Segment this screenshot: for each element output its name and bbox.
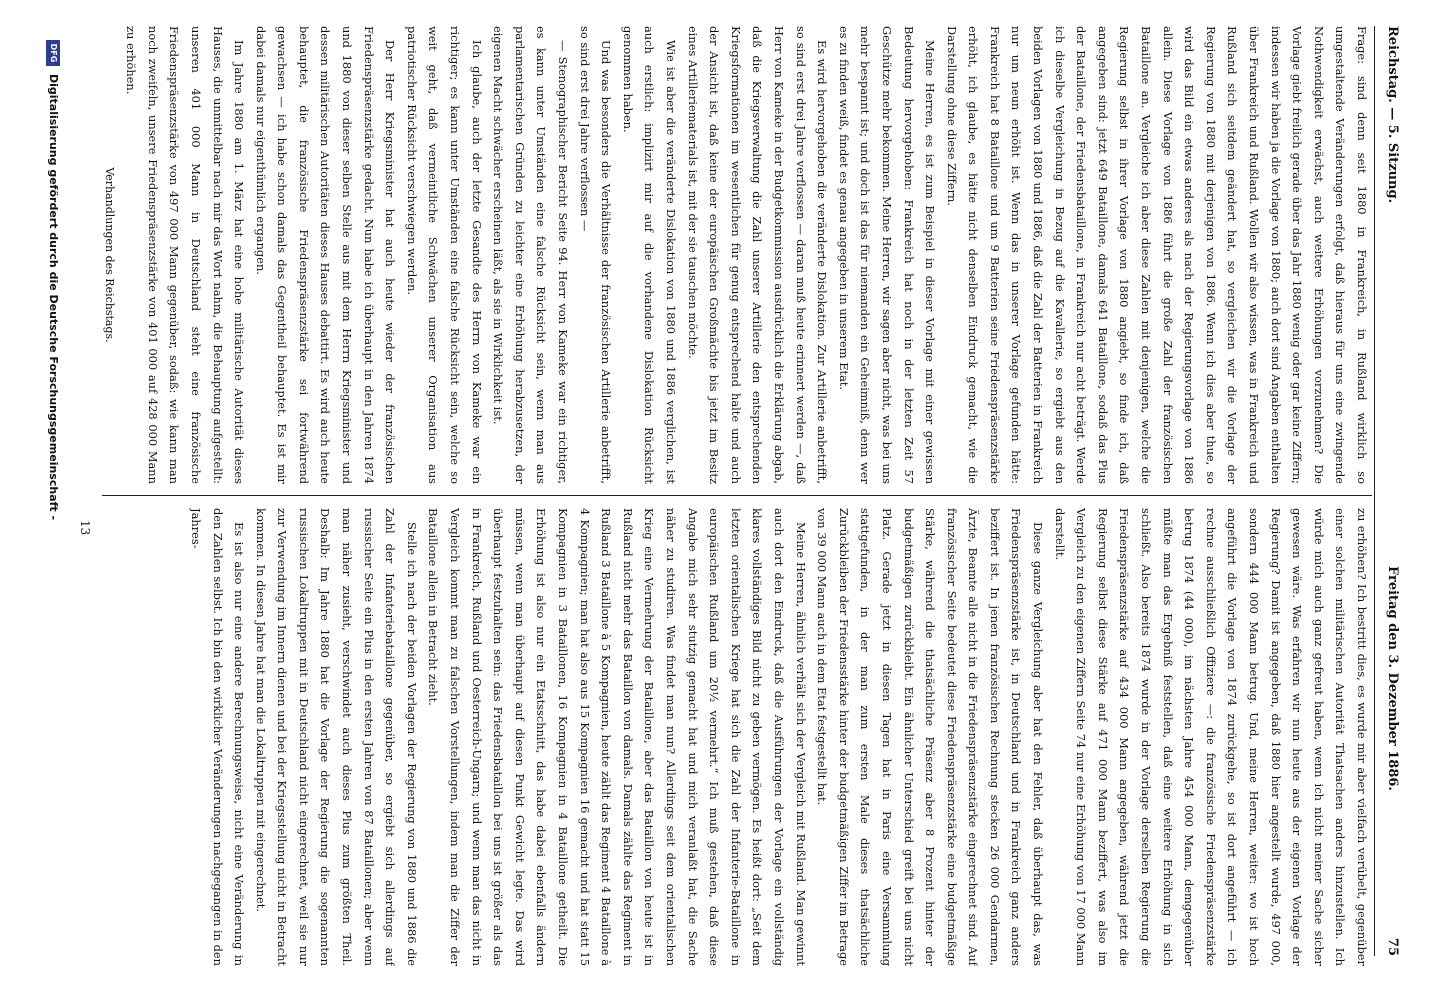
paragraph: Ich glaube, auch der letzte Gesandte des Herrn von Kameke war ein richtiger; es kann unter Umständen eine falsche Rücksicht sein, welche so weit geht, daß vermeintliche Schwächen unserer Organisation aus patriotischer Rücksicht verschwiegen werden. <box>404 26 484 484</box>
column-divider <box>102 495 1372 496</box>
paragraph: Diese ganze Vergleichung aber hat den Fehler, daß überhaupt das, was Friedenspräsenzstärke ist, in Deutschland und in Frankreich ganz anders beziffert ist. In jenen französischen Rechnung stecken 26 000 Gendarmen, Ärzte, Beamte alle nicht in die Friedenspräsenzstärke eingerechnet sind. Auf französischer Seite bedeutet diese Friedenspräsenzstärke eine budgetmäßige Stärke, während die thatsächliche Präsenz aber 8 Prozent hinter der budgetmäßigen zurückbleibt. Ein ähnlicher Unterschied greift bei uns nicht Platz. Gerade jetzt in diesen Tagen hat in Paris eine Versammlung stattgefunden, in der man zum ersten Male dieses thatsächliche Zurückbleiben der Friedensstärke hinter der budgetmäßigen Ziffer im Betrage von 39 000 Mann auch in dem Etat festgestellt hat. <box>815 508 1046 966</box>
paragraph: Meine Herren, es ist zum Beispiel in dieser Vorlage mit einer gewissen Bedeutung hervorgehoben: Frankreich hat noch in der letzten Zeit 57 Geschütze mehr bekommen. Meine Herren, wir sagen aber nicht, was bei uns mehr bespannt ist; und doch ist das für niemanden ein Geheimniß, denn wer es zu finden weiß, findet es genau angegeben in unserem Etat. <box>836 26 938 484</box>
paragraph: Wie ist aber die veränderte Dislokation von 1880 und 1886 verglichen, ist auch erstlich: implizirt mir auf die vorhandene Dislokation Rücksicht genommen haben. <box>620 26 678 484</box>
paragraph: Und was besonders die Verhältnisse der französischen Artillerie anbetrifft, so sind erst drei Jahre verflossen — <box>577 26 614 484</box>
paragraph: Der Herr Kriegsminister hat auch heute wieder der französischen Friedenspräsenzstärke gedacht. Nun habe ich überhaupt in den Jahren 1874 und 1880 von dieser selben Stelle aus mit dem Herrn Kriegsminister und dessen militärischen Autoritäten dieses Hauses debattirt. Es wird auch heute behauptet, die französische Friedenspräsenzstärke sei fortwährend gewachsen — ich habe schon damals das Gegentheil behauptet. Es ist mir dabei damals nur eigenthümlich ergangen. <box>253 26 398 484</box>
paragraph: Es wird hervorgehoben die veränderte Dislokation. Zur Artillerie anbetrifft, so sind erst drei Jahre verflossen — daran muß heute erinnert werden —, daß Herr von Kameke in der Budgetkommission ausdrücklich die Erklärung abgab, daß die Kriegsverwaltung die Zahl unserer Artillerie den entsprechenden Kriegsformationen im wesentlichen für genug entsprechend halte und auch der Ansicht ist, daß keine der europäischen Großmächte bis jetzt im Besitz eines Artilleriematerials ist, mit der sie tauschen möchte. <box>685 26 830 484</box>
signature-line: Verhandlungen des Reichstags. <box>102 167 116 343</box>
page-number: 13 <box>78 520 92 536</box>
digitization-footer <box>36 40 62 960</box>
paragraph: Stelle ich nach der beiden Vorlagen der Regierung von 1880 und 1886 die Zahl der Infanteriebataillone gegenüber, so ergiebt sich allerdings auf russischer Seite ein Plus in den ersten Jahren von 87 Bataillonen; aber wenn man näher zusieht, verschwindet auch dieses Plus zum größten Theil. Deshalb: Im Jahre 1880 hat die Vorlage der Regierung die sogenannten russischen Lokaltruppen mit in Deutschland nicht eingerechnet, weil sie nur zur Verwendung im Innern dienen und bei der Kriegsstellung nicht in Betracht kommen. In diesen Jahre hat man die Lokaltruppen mit eingerechnet. <box>253 508 419 966</box>
text-column-left <box>102 26 1372 484</box>
text-column-right <box>102 508 1372 966</box>
header-page-number: 75 <box>1385 937 1400 956</box>
paragraph: zu erhöhen? Ich bestritt dies, es wurde mir aber vielfach verübelt, gegenüber einer solchen militärischen Autorität Thatsachen anders hinzustellen. Ich würde mich auch ganz gefreut haben, wenn ich nicht meiner Sache sicher gewesen wäre. Was erfahren wir nun heute aus der eigenen Vorlage der Regierung? Damit ist angegeben, daß 1880 hier angestellt wurde, 497 000, sondern 444 000 Mann betrug. Und, meine Herren, weiter: wo ist hoch angeführt die Vorlage von 1874 zurückgehe, so ist dort angeführt — ich rechne ausschließlich Offiziere —: die französische Friedenspräsenzstärke betrug 1874 (44 000), im nächsten Jahre 454 000 Mann, demgegenüber müßte man das Ergebniß feststellen, daß eine weitere Erhöhung in sich schließt. Also bereits 1874 wurde in der Vorlage derselben Regierung die Friedenspräsenzstärke auf 434 000 Mann angegeben, während jetzt die Regierung selbst diese Stärke auf 471 000 Mann beziffert, was also im Vergleich zu den eigenen Ziffern Seite 74 nur eine Erhöhung von 17 000 Mann darstellt. <box>1052 508 1369 966</box>
footer-text: Digitalisierung gefördert durch die Deutsche Forschungsgemeinschaft - <box>47 74 60 521</box>
dfg-logo: DFG <box>46 40 60 66</box>
paragraph: Es ist also nur eine andere Berechnungsweise, nicht eine Veränderung in den Zahlen selbst. Ich bin den wirklicher Veränderungen nachgegangen in den Jahres- <box>188 508 247 966</box>
header-rule <box>1374 26 1375 956</box>
paragraph: Frage: sind denn seit 1880 in Frankreich, in Rußland wirklich so umgestaltende Veränderungen erfolgt, daß hieraus für uns eine zwingende Nothwendigkeit erwächst, auch weitere Erhöhungen vorzunehmen? Die Vorlage giebt freilich gerade über das Jahr 1880 wenig oder gar keine Ziffern; indessen wir haben ja die Vorlage von 1880; auch dort sind Angaben enthalten über Frankreich und Rußland. Wollen wir also wissen, was in Frankreich und Rußland sich seitdem geändert hat, so vergleichen wir die Vorlage der Regierung von 1880 mit derjenigen von 1886. Wenn ich dies aber thue, so wird das Bild ein etwas anderes als nach der Regierungsvorlage von 1886 allein. Diese Vorlage von 1886 führt die große Zahl der französischen Bataillone an. Vergleiche ich aber diese Zahlen mit denjenigen, welche die Regierung selbst in ihrer Vorlage von 1880 angiebt, so finde ich, daß angegeben sind: jetzt 649 Bataillone, damals 641 Bataillone, sodaß das Plus der Bataillone, der Friedensbataillone, in Frankreich nur acht beträgt. Werde ich dieselbe Vergleichung in Bezug auf die Kavallerie, so ergiebt aus den beiden Vorlagen von 1880 und 1886, daß die Zahl der Batterien in Frankreich nur um neun erhöht ist. Wenn das in unserer Vorlage gefunden hätte: Frankreich hat 8 Bataillone und um 9 Batterien seine Friedenspräsenzstärke erhöht, ich glaube, es hätte nicht denselben Eindruck gemacht, wie die Darstellung ohne diese Ziffern. <box>944 26 1369 484</box>
paragraph: Meine Herren, ähnlich verhält sich der Vergleich mit Rußland. Man gewinnt auch dort den Eindruck, daß die Ausführungen der Vorlage ein vollständig klares vollständiges Bild nicht zu geben vermögen. Es heißt dort: „Seit dem letzten orientalischen Kriege hat sich die Zahl der Infanterie-Bataillone in europäischen Rußland um 20½ vermehrt.“ Ich muß gestehen, daß diese Angabe mich sehr stutzig gemacht hat und mich veranlaßt hat, die Sache näher zu studiren. Was findet man nun? Allerdings seit dem orientalischen Krieg eine Vermehrung der Bataillone, aber das Bataillon von heute ist in Rußland nicht mehr das Bataillon von damals. Damals zählte das Regiment in Rußland 3 Bataillone à 5 Kompagnien, heute zählt das Regiment 4 Bataillone à 4 Kompagnien; man hat also aus 15 Kompagnien 16 gemacht und hat statt 15 Kompagnien in 3 Bataillonen, 16 Kompagnien in 4 Bataillone getheilt. Die Erhöhung ist also nur ein Etatsschnitt, das habe dabei ebenfalls ändern müssen, wenn man überhaupt auf diesen Punkt Gewicht legte. Das wird überhaupt festzuhalten sein: das Friedensbataillon bei uns ist größer als das in Frankreich, Rußland und Oesterreich-Ungarn; und wenn man das nicht in Vergleich kommt man zu falschen Vorstellungen, indem man die Ziffer der Bataillone allein in Betracht zieht. <box>426 508 808 966</box>
header-date: Freitag den 3. Dezember 1886. <box>1385 566 1400 791</box>
page-header <box>1376 26 1406 956</box>
header-session: Reichstag. — 5. Sitzung. <box>1385 26 1400 204</box>
paragraph: Im Jahre 1880 am 1. März hat eine hohe militärische Autorität dieses Hauses, die unmittelbar nach mir das Wort nahm, die Behauptung aufgestellt: unseren 401 000 Mann in Deutschland steht eine französische Friedenspräsenzstärke von 497 000 Mann gegenüber, sodaß: wie kann man noch zweifeln, unsere Friedenspräsenzstärke von 401 000 auf 428 000 Mann zu erhöhen. <box>124 26 247 484</box>
paragraph: — Stenographischer Bericht Seite 94. Herr von Kameke war ein richtiger, es kann unter Umständen eine falsche Rücksicht sein, wenn man aus parlamentarischen Gründen zu leichter eine Erhöhung herabzusetzen, der eigenen Macht schwächer erscheinen läßt, als sie in Wirklichkeit ist. <box>491 26 571 484</box>
